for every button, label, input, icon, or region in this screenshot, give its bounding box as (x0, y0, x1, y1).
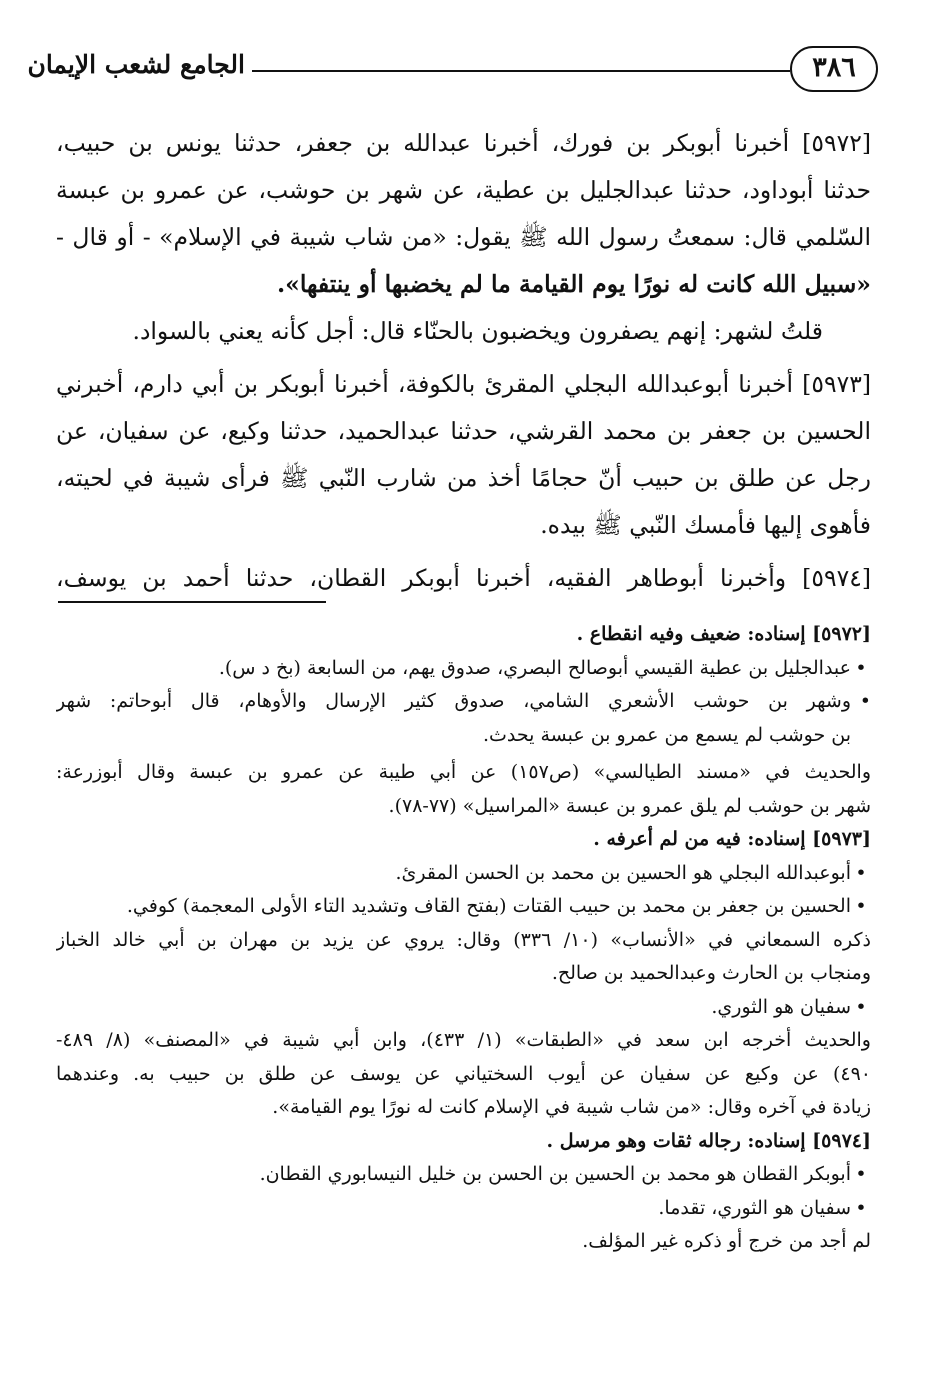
bullet-icon: • (855, 656, 867, 679)
main-text (56, 120, 871, 602)
hadith-5972-line: «سبيل الله كانت له نورًا يوم القيامة ما لم يخضبها أو ينتفها». (276, 270, 871, 298)
book-title: الجامع لشعب الإيمان (27, 50, 245, 79)
bullet-icon: • (855, 861, 867, 884)
bullet-icon: • (855, 995, 867, 1018)
hadith-5972-line: [٥٩٧٢] أخبرنا أبوبكر بن فورك، أخبرنا عبدالله بن جعفر، حدثنا يونس بن حبيب، (56, 129, 871, 157)
footnote-bullet (56, 991, 871, 1025)
footnote-bullet (56, 685, 871, 719)
footnote-text: سفيان هو الثوري، تقدما. (658, 1196, 851, 1219)
bullet-icon: • (859, 690, 871, 712)
bullet-icon: • (855, 1163, 867, 1185)
footnote-text: والحديث أخرجه ابن سعد في «الطبقات» (١/ ٤٣٣)، وابن أبي شيبة في «المصنف» (٨/ ٤٨٩- (56, 1029, 871, 1051)
footnote-text: أبوبكر القطان هو محمد بن الحسين بن الحسن بن خليل النيسابوري القطان. (259, 1163, 851, 1185)
footnote-bullet (56, 1192, 871, 1226)
footnote-text: ومنجاب بن الحارث وعبدالحميد بن صالح. (551, 962, 871, 984)
footnote-5972-head: [٥٩٧٢] إسناده: ضعيف وفيه انقطاع . (576, 623, 871, 645)
hadith-5973-line: رجل عن طلق بن حبيب أنّ حجامًا أخذ من شارب النّبي ﷺ فرأى شيبة في لحيته، (56, 464, 871, 492)
footnote-text: الحسين بن جعفر بن محمد بن حبيب القتات (بفتح القاف وتشديد التاء الأولى المعجمة) كوفي. (126, 895, 851, 917)
hadith-5972-line: قلتُ لشهر: إنهم يصفرون ويخضبون بالحنّاء قال: أجل كأنه يعني بالسواد. (132, 317, 823, 345)
footnote-text: ذكره السمعاني في «الأنساب» (١٠/ ٣٣٦) وقال: يروي عن يزيد بن مهران بن أبي خالد الخباز (56, 928, 871, 951)
hadith-5974-line: [٥٩٧٤] وأخبرنا أبوطاهر الفقيه، أخبرنا أبوبكر القطان، حدثنا أحمد بن يوسف، (56, 564, 871, 592)
hadith-5973-line: فأهوى إليها فأمسك النّبي ﷺ بيده. (540, 511, 871, 539)
footnote-text: شهر بن حوشب لم يلق عمرو بن عبسة «المراسيل» (٧٧-٧٨). (388, 794, 871, 817)
page-number: ٣٨٦ (790, 46, 878, 92)
footnote-bullet (56, 1158, 871, 1192)
footnote-5974-head: [٥٩٧٤] إسناده: رجاله ثقات وهو مرسل . (546, 1129, 871, 1152)
footnote-text: عبدالجليل بن عطية القيسي أبوصالح البصري، صدوق يهم، من السابعة (بخ د س). (218, 656, 851, 679)
footnote-separator (58, 601, 326, 603)
footnote-bullet (56, 857, 871, 891)
running-header (27, 46, 878, 96)
header-rule (252, 70, 790, 72)
bullet-icon: • (855, 1196, 867, 1219)
hadith-5973-line: الحسين بن جعفر بن محمد القرشي، حدثنا عبدالحميد، حدثنا وكيع، عن سفيان، عن (56, 417, 871, 445)
footnote-text: سفيان هو الثوري. (711, 995, 851, 1018)
footnote-text: والحديث في «مسند الطيالسي» (ص١٥٧) عن أبي طيبة عن عمرو بن عبسة وقال أبوزرعة: (56, 761, 871, 783)
bullet-icon: • (855, 895, 867, 917)
footnote-text: ٤٩٠) عن وكيع عن سفيان عن أيوب السختياني عن يوسف عن طلق بن حبيب به. وعندهما (56, 1062, 871, 1085)
footnotes (56, 618, 871, 1259)
hadith-5972-line: حدثنا أبوداود، حدثنا عبدالجليل بن عطية، عن شهر بن حوشب، عن عمرو بن عبسة (56, 176, 871, 204)
footnote-text: أبوعبدالله البجلي هو الحسين بن محمد بن الحسن المقرئ. (395, 861, 851, 884)
hadith-5972-line: السّلمي قال: سمعتُ رسول الله ﷺ يقول: «من شاب شيبة في الإسلام» - أو قال - (56, 223, 871, 251)
footnote-text: زيادة في آخره وقال: «من شاب شيبة في الإسلام كانت له نورًا يوم القيامة». (272, 1096, 871, 1118)
footnote-bullet (56, 890, 871, 924)
footnote-text: لم أجد من خرج أو ذكره غير المؤلف. (582, 1230, 871, 1252)
footnote-5973-head: [٥٩٧٣] إسناده: فيه من لم أعرفه . (593, 828, 871, 850)
footnote-text: وشهر بن حوشب الأشعري الشامي، صدوق كثير الإرسال والأوهام، قال أبوحاتم: شهر (56, 690, 851, 712)
footnote-text: بن حوشب لم يسمع من عمرو بن عبسة يحدث. (482, 723, 851, 746)
hadith-5973-line: [٥٩٧٣] أخبرنا أبوعبدالله البجلي المقرئ بالكوفة، أخبرنا أبوبكر بن أبي دارم، أخبرني (56, 370, 871, 398)
footnote-bullet (56, 652, 871, 686)
